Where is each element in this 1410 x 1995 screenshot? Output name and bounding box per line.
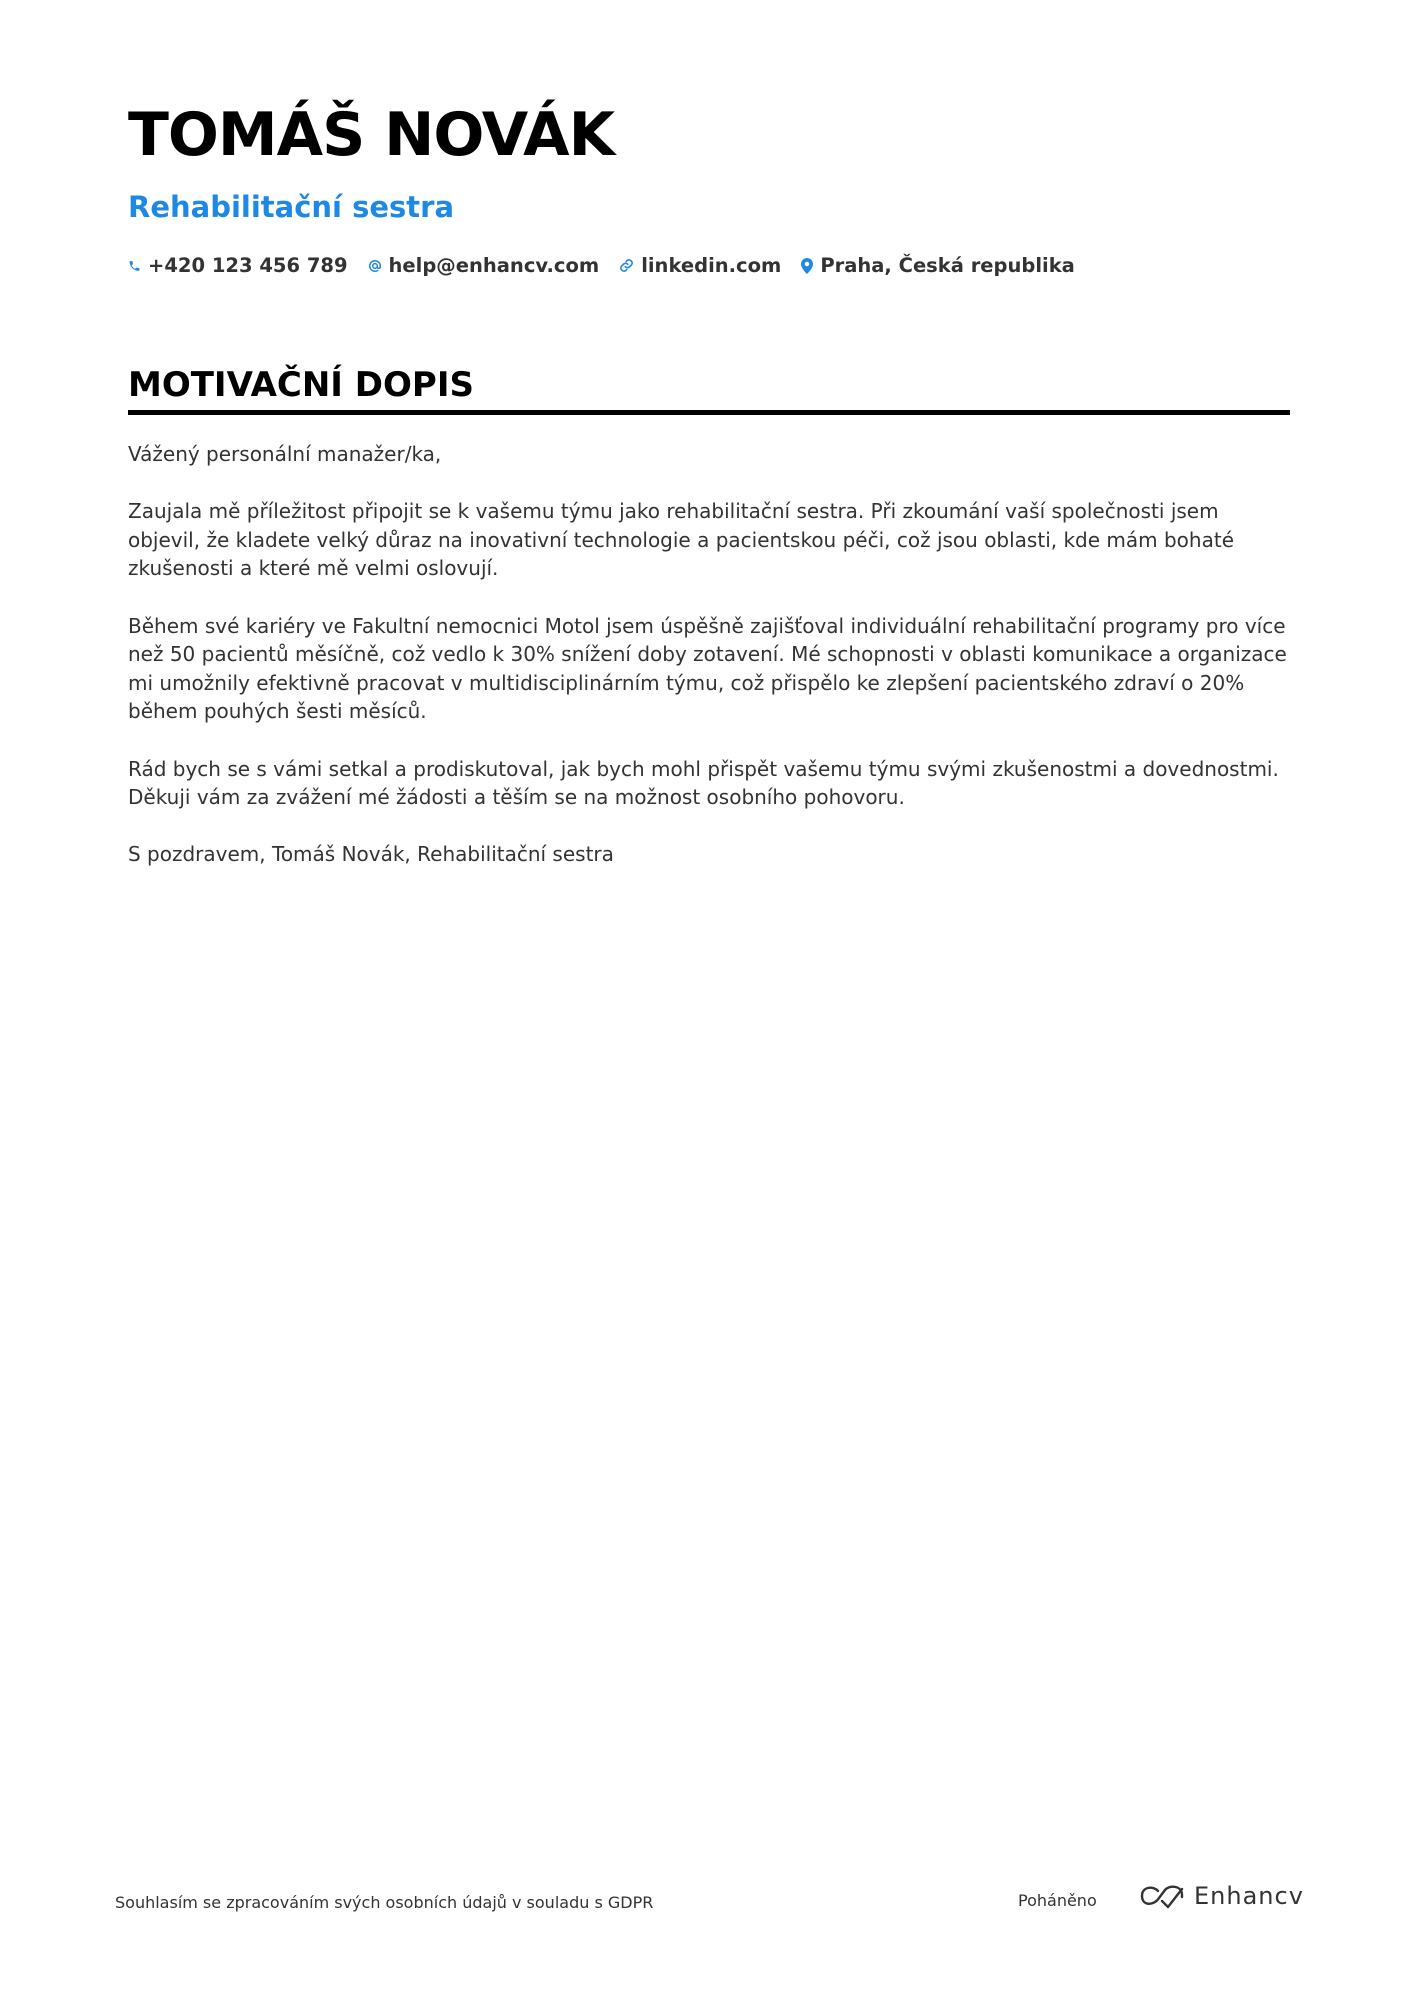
contact-phone[interactable]: [128, 254, 348, 277]
letter-greeting: Vážený personální manažer/ka,: [128, 442, 442, 466]
powered-by-label: Poháněno: [1018, 1891, 1097, 1910]
applicant-name: TOMÁŠ NOVÁK: [128, 100, 615, 170]
location-text: Praha, Česká republika: [820, 254, 1075, 277]
job-title: Rehabilitační sestra: [128, 190, 455, 224]
linkedin-text: linkedin.com: [641, 254, 782, 277]
phone-text: +420 123 456 789: [148, 254, 348, 277]
map-pin-icon: [801, 258, 813, 274]
enhancv-logo-icon: [1138, 1883, 1186, 1909]
contact-email[interactable]: [368, 254, 600, 277]
letter-paragraph: Rád bych se s vámi setkal a prodiskutoval, jak bych mohl přispět vašemu týmu svými zkušenostmi a dovednostmi. Děkuji vám za zvážení mé žádosti a těším se na možnost osobního pohovoru.: [128, 756, 1279, 810]
brand-name: Enhancv: [1194, 1882, 1304, 1910]
contact-linkedin[interactable]: [619, 254, 781, 277]
phone-icon: [128, 259, 141, 273]
letter-paragraph: Zaujala mě příležitost připojit se k vašemu týmu jako rehabilitační sestra. Při zkoumání vaší společnosti jsem objevil, že kladete velký důraz na inovativní technologie a pacientskou péči, což jsou oblasti, kde mám bohaté zkušenosti a které mě velmi oslovují.: [128, 499, 1234, 581]
link-icon: [619, 258, 634, 273]
contact-location: [801, 254, 1075, 277]
letter-paragraph: Během své kariéry ve Fakultní nemocnici Motol jsem úspěšně zajišťoval individuální rehabilitační programy pro více než 50 pacientů měsíčně, což vedlo k 30% snížení doby zotavení. Mé schopnosti v oblasti komunikace a organizace mi umožnily efektivně pracovat v multidisciplinárním týmu, což přispělo ke zlepšení pacientského zdraví o 20% během pouhých šesti měsíců.: [128, 613, 1287, 724]
contact-bar: [128, 254, 1095, 277]
letter-closing: S pozdravem, Tomáš Novák, Rehabilitační sestra: [128, 842, 614, 867]
at-icon: [368, 259, 382, 273]
brand-logo[interactable]: [1138, 1882, 1304, 1910]
section-divider: [128, 410, 1290, 415]
section-heading: MOTIVAČNÍ DOPIS: [128, 365, 474, 405]
gdpr-consent: Souhlasím se zpracováním svých osobních údajů v souladu s GDPR: [115, 1893, 654, 1912]
email-text: help@enhancv.com: [388, 254, 600, 277]
letter-body: [128, 440, 1290, 898]
